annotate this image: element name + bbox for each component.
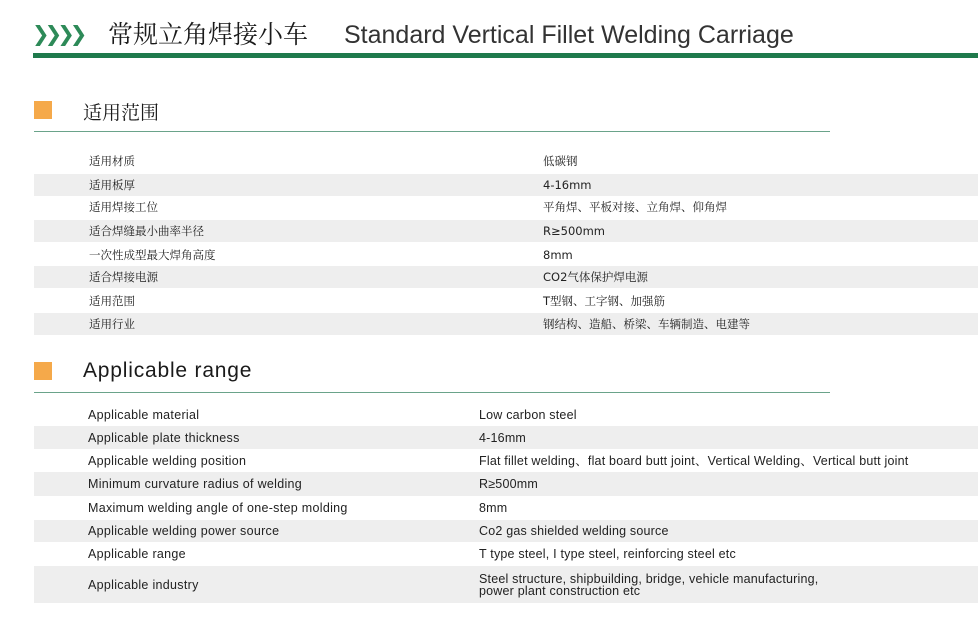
row-value: Flat fillet welding、flat board butt joint、Vertical Welding、Vertical butt joint (479, 453, 909, 468)
row-label: 一次性成型最大焊角高度 (89, 248, 216, 262)
chevrons-icon: ❯❯❯❯ (32, 22, 83, 46)
row-label: Applicable range (88, 547, 186, 561)
row-value: 平角焊、平板对接、立角焊、仰角焊 (543, 200, 727, 214)
row-value: 8mm (479, 501, 508, 515)
en-section-heading: Applicable range (83, 359, 253, 382)
section-marker-icon (34, 362, 52, 380)
row-value: Co2 gas shielded welding source (479, 524, 669, 538)
row-label: Applicable plate thickness (88, 430, 240, 445)
row-value: 4-16mm (543, 178, 592, 192)
row-label: 适用板厚 (89, 178, 135, 192)
page-title-en: Standard Vertical Fillet Welding Carriage (344, 21, 794, 49)
cn-section-divider (34, 131, 830, 132)
row-value: Steel structure, shipbuilding, bridge, vehicle manufacturing, power plant construction etc (479, 571, 819, 598)
table-row (34, 290, 978, 312)
table-row (34, 150, 978, 172)
row-label: 适用范围 (89, 294, 135, 308)
table-row (34, 244, 978, 266)
page-title-cn: 常规立角焊接小车 (108, 20, 309, 49)
row-label: 适合焊接电源 (89, 270, 158, 284)
table-row (34, 426, 978, 449)
en-section-divider (34, 392, 830, 393)
row-label: Applicable welding position (88, 453, 247, 468)
row-label: 适合焊缝最小曲率半径 (89, 224, 204, 238)
row-label: Minimum curvature radius of welding (88, 477, 303, 491)
row-label: 适用材质 (89, 154, 135, 168)
row-label: Applicable welding power source (88, 524, 280, 538)
table-row (34, 566, 978, 603)
table-row (34, 449, 978, 472)
table-row (34, 313, 978, 335)
cn-section-heading: 适用范围 (83, 102, 160, 124)
row-label: Applicable industry (88, 577, 199, 592)
table-row (34, 496, 978, 520)
row-value: CO2气体保护焊电源 (543, 270, 648, 284)
row-label: Applicable material (88, 407, 200, 422)
row-value: 4-16mm (479, 430, 527, 445)
page-header (32, 14, 978, 54)
row-value: R≥500mm (543, 224, 605, 238)
table-row (34, 403, 978, 426)
section-marker-icon (34, 101, 52, 119)
table-row (34, 196, 978, 218)
row-value: R≥500mm (479, 477, 538, 491)
table-row (34, 472, 978, 496)
row-label: Maximum welding angle of one-step molding (88, 501, 348, 515)
table-row (34, 520, 978, 542)
row-label: 适用行业 (89, 317, 135, 331)
table-row (34, 542, 978, 566)
row-value: 钢结构、造船、桥梁、车辆制造、电建等 (543, 317, 750, 331)
row-value: 8mm (543, 248, 573, 262)
row-value: T type steel, I type steel, reinforcing steel etc (479, 547, 736, 561)
row-label: 适用焊接工位 (89, 200, 158, 214)
header-divider (33, 53, 978, 58)
row-value: T型钢、工字钢、加强筋 (543, 294, 666, 308)
row-value: Low carbon steel (479, 407, 577, 422)
table-row (34, 266, 978, 288)
table-row (34, 174, 978, 196)
table-row (34, 220, 978, 242)
row-value: 低碳钢 (543, 154, 578, 168)
